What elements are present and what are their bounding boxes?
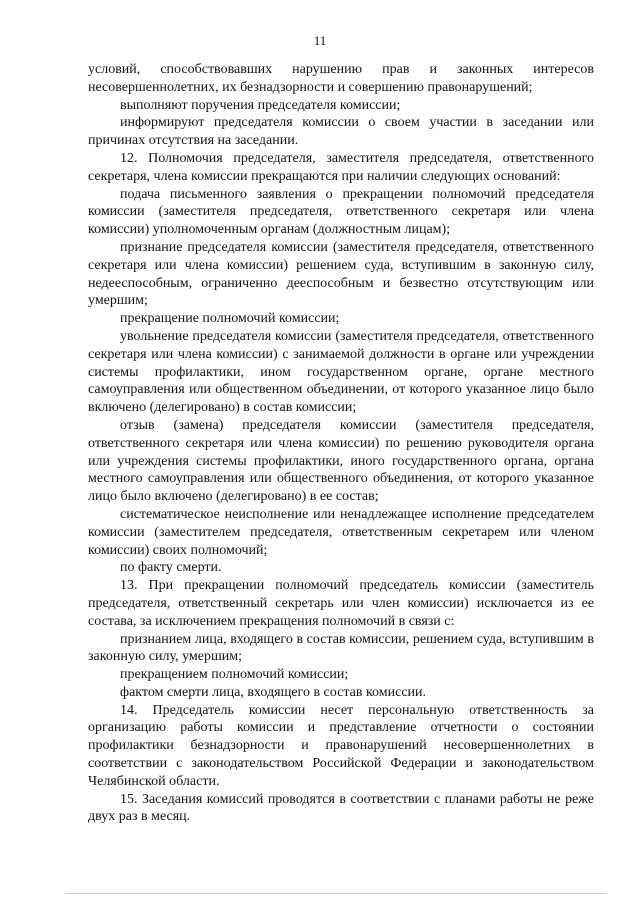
paragraph-continuation: условий, способствовавших нарушению прав и законных интересов несовершеннолетних, их безнадзорности и совершению правонарушений;	[88, 62, 594, 95]
paragraph-ground-recall: отзыв (замена) председателя комиссии (заместителя председателя, ответственного секретаря или члена комиссии) по решению руководителя органа или учреждения системы профилактики, иного государственного органа, органа местного самоуправления или общественного объединения, от которого указанное лицо было включено (делегировано) в ее состав;	[88, 417, 594, 505]
paragraph-ground-court: признание председателя комиссии (заместителя председателя, ответственного секретаря или члена комиссии) решением суда, вступившим в законную силу, недееспособным, ограниченно дееспособным и безвестно отсутствующим или умершим;	[88, 239, 594, 309]
paragraph-clause-13: 13. При прекращении полномочий председатель комиссии (заместитель председателя, ответственный секретарь или член комиссии) исключается из ее состава, за исключением прекращения полномочий в связи с:	[88, 578, 594, 629]
paragraph-clause-12: 12. Полномочия председателя, заместителя председателя, ответственного секретаря, члена комиссии прекращаются при наличии следующих оснований:	[88, 150, 594, 184]
paragraph-ground-death: по факту смерти.	[120, 560, 222, 576]
paragraph-clause-15: 15. Заседания комиссий проводятся в соответствии с планами работы не реже двух раз в месяц.	[88, 791, 594, 825]
page-number: 11	[313, 33, 327, 48]
paragraph-ground-application: подача письменного заявления о прекращении полномочий председателя комиссии (заместителя председателя, ответственного секретаря или члена комиссии) уполномоченным органам (должностным лицам);	[88, 186, 594, 238]
document-body	[88, 61, 594, 826]
paragraph-exception-death: фактом смерти лица, входящего в состав комиссии.	[120, 684, 427, 700]
paragraph-exception-termination: прекращением полномочий комиссии;	[120, 667, 349, 683]
paragraph-duty-execute: выполняют поручения председателя комиссии;	[120, 97, 401, 113]
paragraph-ground-dismissal: увольнение председателя комиссии (заместителя председателя, ответственного секретаря или члена комиссии) с занимаемой должности в органе или учреждении системы профилактики, ином государственном органе, органе местного самоуправления или общественном объединении, от которого указанное лицо было включено (делегировано) в состав комиссии;	[88, 328, 594, 416]
bottom-divider	[66, 893, 606, 894]
paragraph-exception-court: признанием лица, входящего в состав комиссии, решением суда, вступившим в законную силу, умершим;	[88, 631, 594, 665]
paragraph-ground-nonperformance: систематическое неисполнение или ненадлежащее исполнение председателем комиссии (заместителем председателя, ответственным секретарем или членом комиссии) своих полномочий;	[88, 506, 594, 558]
paragraph-ground-termination: прекращение полномочий комиссии;	[120, 311, 340, 327]
paragraph-duty-inform: информируют председателя комиссии о своем участии в заседании или причинах отсутствия на заседании.	[88, 115, 594, 149]
paragraph-clause-14: 14. Председатель комиссии несет персональную ответственность за организацию работы комиссии и представление отчетности о состоянии профилактики безнадзорности и правонарушений несовершеннолетних в соответствии с законодательством Российской Федерации и законодательством Челябинской области.	[88, 702, 594, 789]
